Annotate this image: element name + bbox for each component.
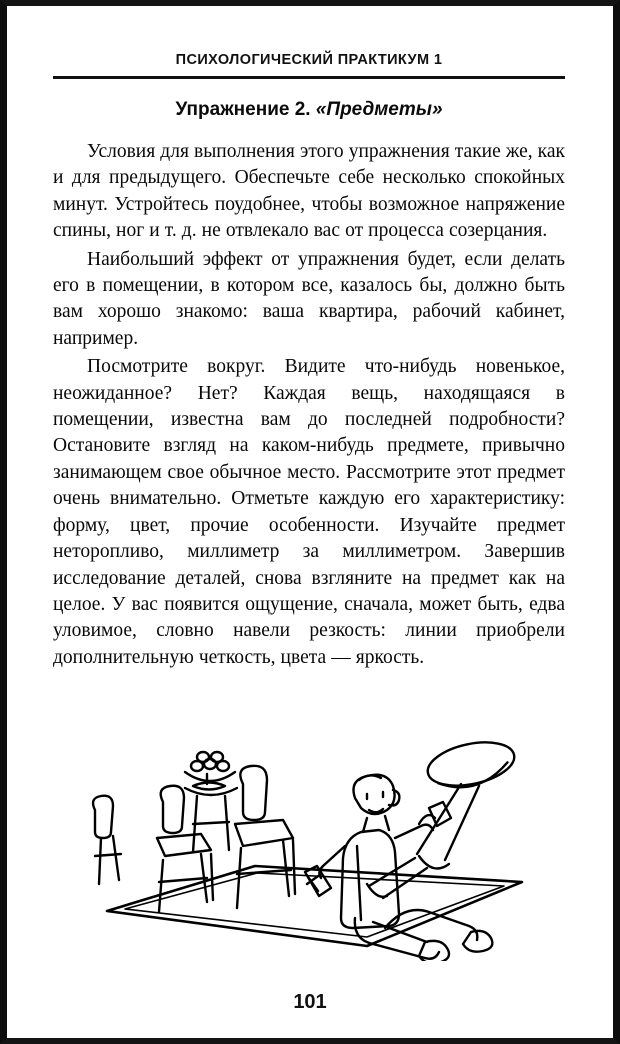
illustration: [67, 706, 567, 961]
paragraph-2: Наибольший эффект от упражнения будет, если делать его в помещении, в котором все, казалось бы, должно быть вам хорошо знакомо: ваша квартира, рабочий кабинет, например.: [53, 248, 565, 349]
paragraph-3: Посмотрите вокруг. Видите что-нибудь новенькое, неожиданное? Нет? Каждая вещь, находящаяся в помещении, известна вам до последней подробности? Остановите взгляд на каком-нибудь предмете, привычно занимающем свое обычное место. Рассмотрите этот предмет очень внимательно. Отметьте каждую его характеристику: форму, цвет, прочие особенности. Изучайте предмет неторопливо, миллиметр за миллиметром. Завершив исследование деталей, снова взгляните на предмет как на целое. У вас появится ощущение, сначала, может быть, едва уловимое, словно навели резкость: линии приобрели дополнительную четкость, цвета — яркость.: [53, 356, 565, 668]
exercise-title: [53, 99, 565, 121]
page-sheet: [7, 6, 613, 1038]
header-rule: [53, 76, 565, 79]
page-content: [53, 52, 565, 671]
paragraph-1: Условия для выполнения этого упражнения такие же, как и для предыдущего. Обеспечьте себе несколько спокойных минут. Устройтесь поудобнее, чтобы возможное напряжение спины, ног и т. д. не отвлекало вас от процесса созерцания.: [53, 141, 565, 242]
page-number: 101: [293, 991, 327, 1013]
exercise-title-prefix: Упражнение 2.: [175, 99, 316, 120]
running-head: ПСИХОЛОГИЧЕСКИЙ ПРАКТИКУМ 1: [175, 52, 443, 68]
exercise-title-quoted: «Предметы»: [315, 99, 443, 120]
